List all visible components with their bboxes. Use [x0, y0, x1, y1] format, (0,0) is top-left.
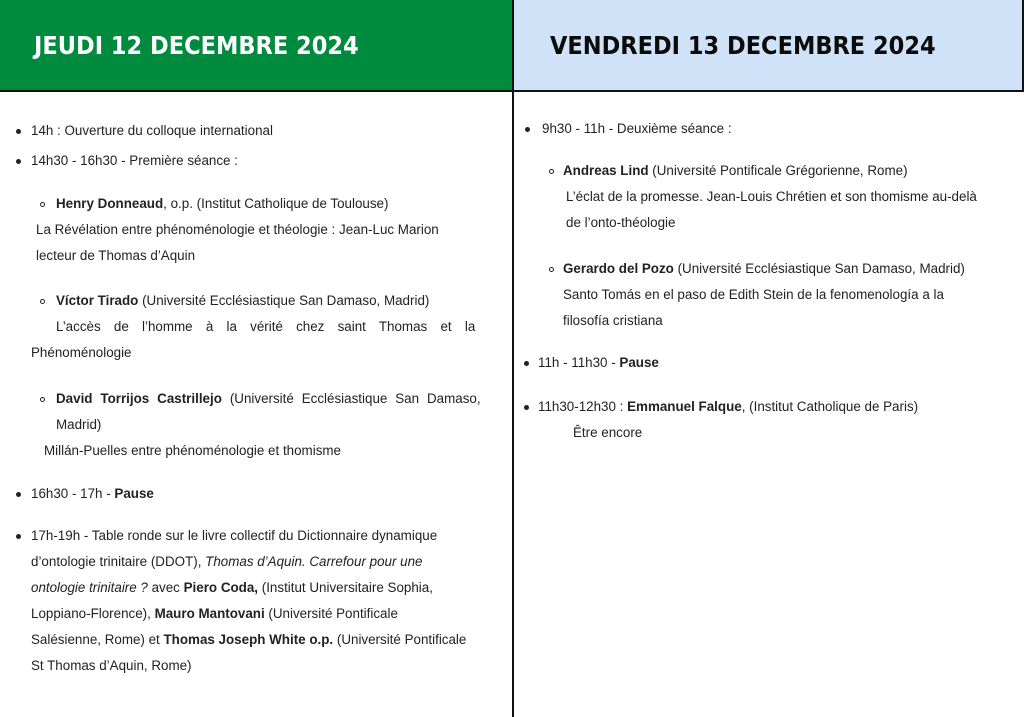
roundtable-text: d’ontologie trinitaire (DDOT),	[31, 554, 206, 569]
talk1-affiliation: , o.p. (Institut Catholique de Toulouse)	[163, 196, 389, 211]
friday-title: VENDREDI 13 DECEMBRE 2024	[550, 30, 936, 60]
talk2-title-1	[56, 314, 496, 340]
talk3-speaker: David Torrijos Castrillejo	[56, 391, 222, 406]
talk2-title-2: Phénoménologie	[31, 345, 132, 360]
speaker-coda: Piero Coda,	[183, 580, 259, 595]
speaker-white: Thomas Joseph White o.p.	[163, 632, 334, 647]
bullet	[16, 129, 21, 134]
coda-affiliation-2: Loppiano-Florence),	[31, 606, 155, 621]
pause-label: Pause	[114, 486, 154, 501]
sub-bullet	[40, 202, 45, 207]
talk1-speaker-line	[56, 191, 388, 217]
opening-item: 14h : Ouverture du colloque international	[31, 123, 273, 138]
roundtable-text: avec	[147, 580, 184, 595]
friday-header	[513, 0, 1024, 90]
book-title: Thomas d’Aquin. Carrefour pour une	[205, 554, 423, 569]
roundtable-line-4	[31, 601, 398, 627]
talk3-affiliation-2: Madrid)	[56, 417, 102, 432]
closing-time: 11h30-12h30 :	[538, 399, 628, 414]
closing-title: Être encore	[573, 425, 643, 440]
talk3-title: Millán-Puelles entre phénoménologie et thomisme	[44, 443, 341, 458]
talk2-speaker: Víctor Tirado	[56, 293, 139, 308]
closing-item	[538, 394, 918, 420]
roundtable-line-1: 17h-19h - Table ronde sur le livre collectif du Dictionnaire dynamique	[31, 528, 438, 543]
pause-time: 16h30 - 17h -	[31, 486, 115, 501]
talk1-speaker: Henry Donneaud	[56, 196, 164, 211]
friday-talk1-affiliation: (Université Pontificale Grégorienne, Rome)	[648, 163, 908, 178]
mantovani-affiliation: (Université Pontificale	[264, 606, 398, 621]
friday-talk2-title-2: filosofía cristiana	[563, 313, 663, 328]
friday-talk1-title-2: de l’onto-théologie	[566, 215, 676, 230]
book-title-cont: ontologie trinitaire ?	[31, 580, 148, 595]
coda-affiliation: (Institut Universitaire Sophia,	[258, 580, 433, 595]
bullet	[16, 534, 21, 539]
talk1-title-2: lecteur de Thomas d’Aquin	[36, 248, 196, 263]
friday-pause-time: 11h - 11h30 -	[538, 355, 620, 370]
bullet	[16, 159, 21, 164]
friday-pause-item	[538, 350, 659, 376]
talk2-affiliation: (Université Ecclésiastique San Damaso, Madrid)	[138, 293, 430, 308]
bullet	[16, 492, 21, 497]
sub-bullet	[549, 169, 554, 174]
talk3-speaker-line	[56, 386, 481, 412]
friday-talk2-title-1: Santo Tomás en el paso de Edith Stein de la fenomenología a la	[563, 287, 944, 302]
white-affiliation: (Université Pontificale	[333, 632, 467, 647]
sub-bullet	[40, 397, 45, 402]
talk2-title-text: L’accès de l’homme à la vérité chez saint Thomas et la	[56, 319, 476, 334]
pause-item	[31, 481, 154, 507]
closing-affiliation: , (Institut Catholique de Paris)	[741, 399, 919, 414]
friday-pause-label: Pause	[619, 355, 659, 370]
closing-speaker: Emmanuel Falque	[627, 399, 742, 414]
friday-talk2-speaker: Gerardo del Pozo	[563, 261, 674, 276]
roundtable-line-2	[31, 549, 422, 575]
talk3-affiliation: (Université Ecclésiastique San Damaso,	[221, 391, 481, 406]
sub-bullet	[40, 299, 45, 304]
session1-item: 14h30 - 16h30 - Première séance :	[31, 153, 238, 168]
roundtable-line-3	[31, 575, 433, 601]
roundtable-line-5	[31, 627, 466, 653]
bullet	[525, 127, 530, 132]
mantovani-affiliation-2: Salésienne, Rome) et	[31, 632, 164, 647]
header-divider	[0, 90, 1024, 92]
thursday-header	[0, 0, 512, 90]
friday-talk1-title-1: L’éclat de la promesse. Jean-Louis Chrétien et son thomisme au-delà	[566, 189, 977, 204]
sub-bullet	[549, 267, 554, 272]
bullet	[524, 405, 529, 410]
friday-talk2-affiliation: (Université Ecclésiastique San Damaso, Madrid)	[673, 261, 965, 276]
talk2-speaker-line	[56, 288, 429, 314]
session2-item: 9h30 - 11h - Deuxième séance :	[542, 121, 732, 136]
friday-talk1-speaker-line	[563, 158, 908, 184]
thursday-title: JEUDI 12 DECEMBRE 2024	[34, 30, 359, 60]
column-divider	[512, 0, 514, 717]
friday-talk2-speaker-line	[563, 256, 965, 282]
speaker-mantovani: Mauro Mantovani	[154, 606, 265, 621]
friday-talk1-speaker: Andreas Lind	[563, 163, 649, 178]
roundtable-line-6: St Thomas d’Aquin, Rome)	[31, 658, 192, 673]
talk1-title-1: La Révélation entre phénoménologie et théologie : Jean-Luc Marion	[36, 222, 439, 237]
bullet	[524, 361, 529, 366]
